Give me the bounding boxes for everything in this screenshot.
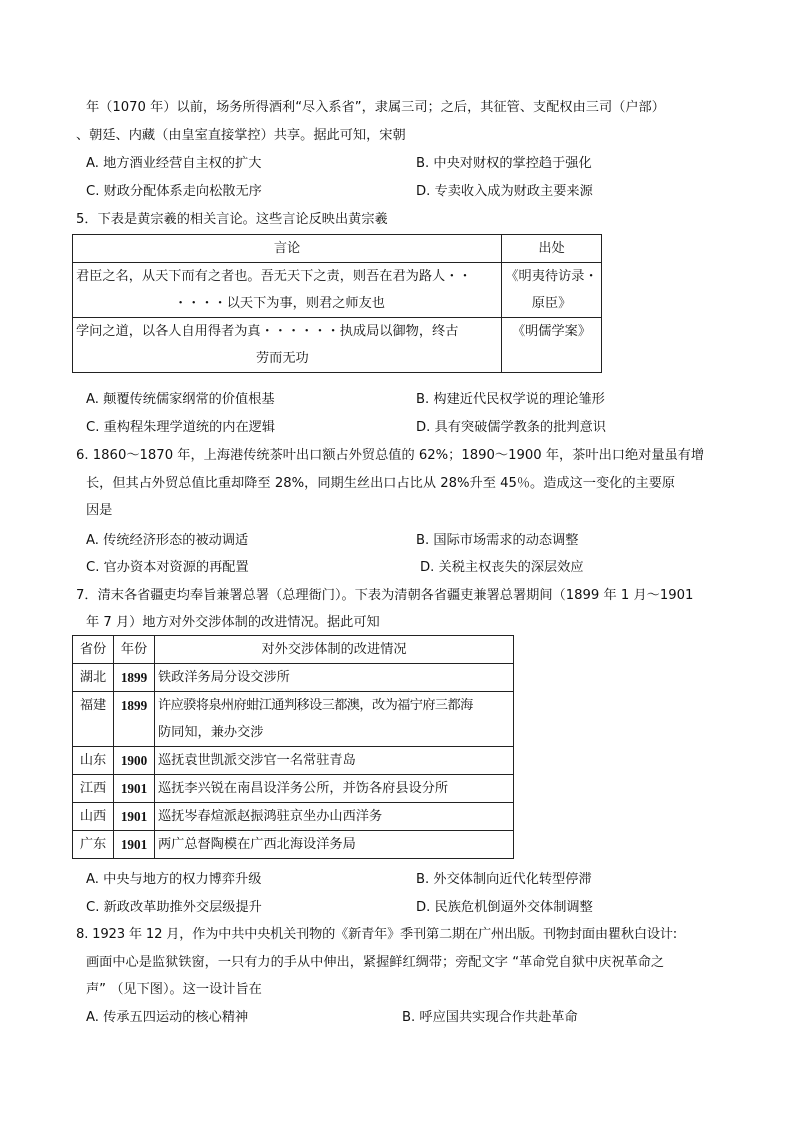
q7-reform: 铁政洋务局分设交涉所 [155, 664, 514, 692]
table-row [73, 664, 514, 692]
q5-option-b[interactable]: B. 构建近代民权学说的理论雏形 [416, 392, 605, 407]
q4-stem-line2: 、朝廷、内藏（由皇室直接掌控）共享。据此可知，宋朝 [76, 128, 406, 143]
q7-header-year: 年份 [114, 636, 155, 664]
q4-option-d[interactable]: D. 专卖收入成为财政主要来源 [416, 184, 593, 199]
q7-reform: 许应骙将泉州府蚶江通判移设三都澳，改为福宁府三都海 防同知，兼办交涉 [155, 692, 514, 747]
q4-option-b[interactable]: B. 中央对财权的掌控趋于强化 [416, 156, 592, 171]
q7-year: 1901 [114, 831, 155, 859]
q7-option-a[interactable]: A. 中央与地方的权力博弈升级 [86, 872, 262, 887]
q6-option-d[interactable]: D. 关税主权丧失的深层效应 [420, 560, 584, 575]
q6-option-c[interactable]: C. 官办资本对资源的再配置 [86, 560, 249, 575]
q8-option-b[interactable]: B. 呼应国共实现合作共赴革命 [402, 1010, 578, 1025]
q5-header-source: 出处 [502, 235, 602, 263]
table-row [73, 747, 514, 775]
q4-option-a[interactable]: A. 地方酒业经营自主权的扩大 [86, 156, 262, 171]
q6-stem-line3: 因是 [86, 503, 113, 518]
table-row [73, 692, 514, 747]
q7-table [72, 635, 514, 859]
q5-table [72, 234, 602, 373]
table-row [73, 318, 602, 373]
q5-option-c[interactable]: C. 重构程朱理学道统的内在逻辑 [86, 420, 276, 435]
q7-option-b[interactable]: B. 外交体制向近代化转型停滞 [416, 872, 592, 887]
q7-header-reform: 对外交涉体制的改进情况 [155, 636, 514, 664]
q7-year: 1901 [114, 803, 155, 831]
q4-stem-line1: 年（1070 年）以前，场务所得酒利“尽入系省”，隶属三司；之后，其征管、支配权由三司（户部） [86, 100, 665, 115]
q6-option-a[interactable]: A. 传统经济形态的被动调适 [86, 533, 249, 548]
q5-quote-1: 君臣之名，从天下而有之者也。吾无天下之责，则吾在君为路人・・ ・・・・以天下为事，则君之师友也 [73, 263, 502, 318]
q7-province: 江西 [73, 775, 114, 803]
q8-stem-line1: 8. 1923 年 12 月，作为中共中央机关刊物的《新青年》季刊第二期在广州出版。刊物封面由瞿秋白设计: [76, 927, 678, 942]
q7-option-d[interactable]: D. 民族危机倒逼外交体制调整 [416, 900, 593, 915]
q8-stem-line3: 声” （见下图）。这一设计旨在 [86, 982, 262, 997]
q7-stem-line2: 年 7 月）地方对外交涉体制的改进情况。据此可知 [86, 615, 380, 630]
q7-province: 湖北 [73, 664, 114, 692]
q7-year: 1901 [114, 775, 155, 803]
q7-province: 福建 [73, 692, 114, 747]
q5-option-a[interactable]: A. 颠覆传统儒家纲常的价值根基 [86, 392, 275, 407]
q5-source-2: 《明儒学案》 [502, 318, 602, 373]
q7-reform: 巡抚李兴锐在南昌设洋务公所，并饬各府县设分所 [155, 775, 514, 803]
q7-option-c[interactable]: C. 新政改革助推外交层级提升 [86, 900, 262, 915]
q7-province: 广东 [73, 831, 114, 859]
q7-reform: 巡抚袁世凯派交涉官一名常驻青岛 [155, 747, 514, 775]
q4-option-c[interactable]: C. 财政分配体系走向松散无序 [86, 184, 262, 199]
q7-reform: 两广总督陶模在广西北海设洋务局 [155, 831, 514, 859]
q7-reform: 巡抚岑春煊派赵振鸿驻京坐办山西洋务 [155, 803, 514, 831]
q5-header-quote: 言论 [73, 235, 502, 263]
q6-stem-line1: 6. 1860～1870 年，上海港传统茶叶出口额占外贸总值的 62%；1890～1900 年，茶叶出口绝对量虽有增 [76, 448, 705, 463]
q7-province: 山东 [73, 747, 114, 775]
q6-option-b[interactable]: B. 国际市场需求的动态调整 [416, 533, 579, 548]
table-row [73, 263, 602, 318]
table-row [73, 803, 514, 831]
q5-option-d[interactable]: D. 具有突破儒学教条的批判意识 [416, 420, 606, 435]
table-row [73, 775, 514, 803]
q7-year: 1899 [114, 664, 155, 692]
q5-stem: 5．下表是黄宗羲的相关言论。这些言论反映出黄宗羲 [76, 212, 388, 227]
q7-province: 山西 [73, 803, 114, 831]
q6-stem-line2: 长，但其占外贸总值比重却降至 28%，同期生丝出口占比从 28%升至 45％。造成这一变化的主要原 [86, 476, 676, 491]
q8-stem-line2: 画面中心是监狱铁窗，一只有力的手从中伸出，紧握鲜红绸带；旁配文字 “革命党自狱中庆祝革命之 [86, 955, 665, 970]
table-row [73, 831, 514, 859]
q5-source-1: 《明夷待访录・ 原臣》 [502, 263, 602, 318]
q7-header-province: 省份 [73, 636, 114, 664]
q5-quote-2: 学问之道，以各人自用得者为真・・・・・・执成局以御物，终古 劳而无功 [73, 318, 502, 373]
q7-year: 1900 [114, 747, 155, 775]
q8-option-a[interactable]: A. 传承五四运动的核心精神 [86, 1010, 249, 1025]
q7-year: 1899 [114, 692, 155, 747]
q7-stem-line1: 7．清末各省疆吏均奉旨兼署总署（总理衙门）。下表为清朝各省疆吏兼署总署期间（1899 年 1 月～1901 [76, 588, 694, 603]
